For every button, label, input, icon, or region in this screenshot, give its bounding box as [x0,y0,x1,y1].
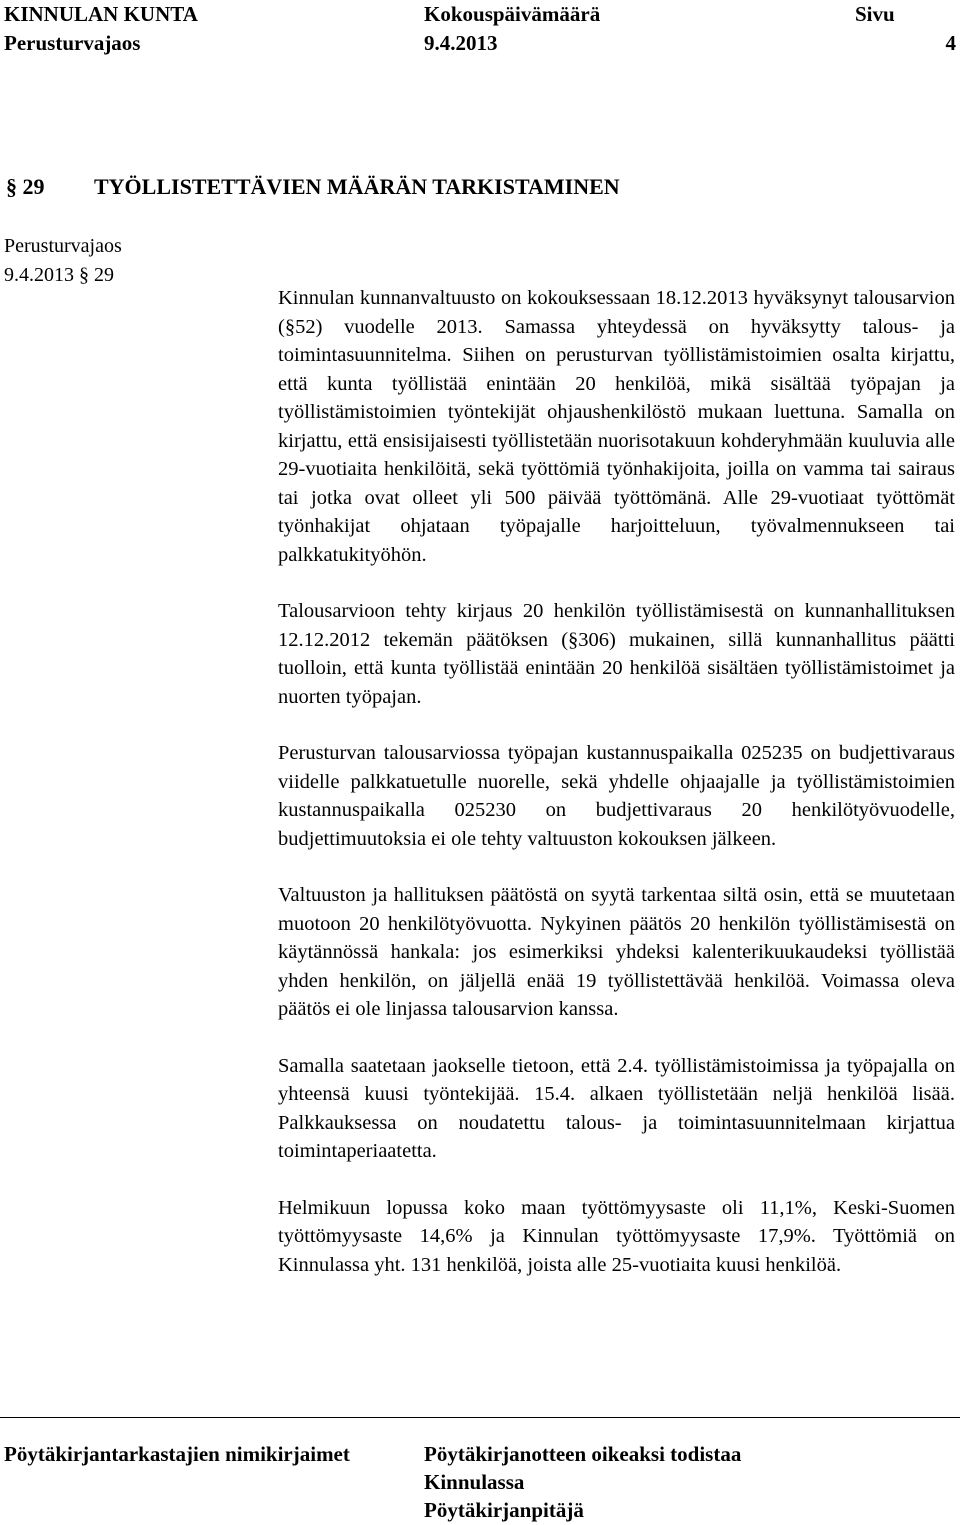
reference-line: 9.4.2013 § 29 [4,264,114,286]
certification-place: Kinnulassa [424,1470,525,1494]
section-number: 29 [22,174,45,199]
paragraph: Helmikuun lopussa koko maan työttömyysaste oli 11,1%, Keski-Suomen työttömyysaste 14,6% ja Kinnulan työttömyysaste 17,9%. Työttömiä on Kinnulassa yht. 131 henkilöä, joista alle 25-vuotiaita kuusi henkilöä. [278,1196,955,1276]
meeting-date: 9.4.2013 [424,31,498,55]
certification-label: Pöytäkirjanotteen oikeaksi todistaa [424,1442,742,1466]
section-title: TYÖLLISTETTÄVIEN MÄÄRÄN TARKISTAMINEN [94,174,620,199]
reference-body: Perusturvajaos [4,235,122,257]
footer-left [4,1440,350,1468]
paragraph: Talousarvioon tehty kirjaus 20 henkilön työllistämisestä on kunnanhallituksen 12.12.2012 tekemän päätöksen (§306) mukainen, sillä kunnanhallitus päätti tuolloin, että kunta työllistää enintään 20 henkilöä sisältäen työllistämistoimet ja nuorten työpajan. [278,600,955,708]
paragraph: Samalla saatetaan jaokselle tietoon, että 2.4. työllistämistoimissa ja työpajalla on yhteensä kuusi työntekijää. 15.4. alkaen työllistetään neljä henkilöä lisää. Palkkauksessa on noudatettu talous- ja toimintasuunnitelmaan kirjattua toimintaperiaatetta. [278,1054,955,1162]
inspectors-initials-label: Pöytäkirjantarkastajien nimikirjaimet [4,1442,350,1466]
footer-divider [0,1417,960,1418]
header-left [4,0,198,58]
minutes-keeper-label: Pöytäkirjanpitäjä [424,1498,584,1522]
footer-right [424,1440,741,1524]
org-name: KINNULAN KUNTA [4,2,198,26]
header-page [855,0,956,58]
paragraph: Valtuuston ja hallituksen päätöstä on syytä tarkentaa siltä osin, että se muutetaan muotoon 20 henkilötyövuotta. Nykyinen päätös 20 henkilön työllistämisestä on käytännössä hankala: jos esimerkiksi yhdeksi kalenterikuukaudeksi työllistää yhden henkilön, on jäljellä enää 19 työllistettävää henkilöä. Voimassa oleva päätös ei ole linjassa talousarvion kanssa. [278,884,955,1020]
date-label: Kokouspäivämäärä [424,2,601,26]
paragraph: Perusturvan talousarviossa työpajan kustannuspaikalla 025235 on budjettivaraus viidelle palkkatuetulle nuorelle, sekä yhdelle ohjaajalle ja työllistämistoimien kustannuspaikalla 025230 on budjettivaraus 20 henkilötyövuodelle, budjettimuutoksia ei ole tehty valtuuston kokouksen jälkeen. [278,742,955,850]
reference-block [4,232,122,290]
header-date [424,0,600,58]
body-name: Perusturvajaos [4,31,141,55]
page-number: 4 [945,31,956,55]
paragraph: Kinnulan kunnanvaltuusto on kokouksessaan 18.12.2013 hyväksynyt talousarvion (§52) vuodelle 2013. Samassa yhteydessä on hyväksytty talous- ja toimintasuunnitelma. Siihen on perusturvan työllistämistoimien osalta kirjattu, että kunta työllistää enintään 20 henkilöä, mikä sisältää työpajan ja työllistämistoimien työntekijät ohjaushenkilöstö mukaan luettuna. Samalla on kirjattu, että ensisijaisesti työllistetään nuorisotakuun kohderyhmään kuuluvia alle 29-vuotiaita henkilöitä, sekä työttömiä työnhakijoita, joilla on vamma tai sairaus tai jotka ovat olleet yli 500 päivää työttömänä. Alle 29-vuotiaat työttömät työnhakijat ohjataan työpajalle harjoitteluun, työvalmennukseen tai palkkatukityöhön. [278,287,955,566]
body-text [278,284,955,1307]
section-heading: § 29 TYÖLLISTETTÄVIEN MÄÄRÄN TARKISTAMINEN [6,174,620,199]
page-label: Sivu [855,2,895,26]
